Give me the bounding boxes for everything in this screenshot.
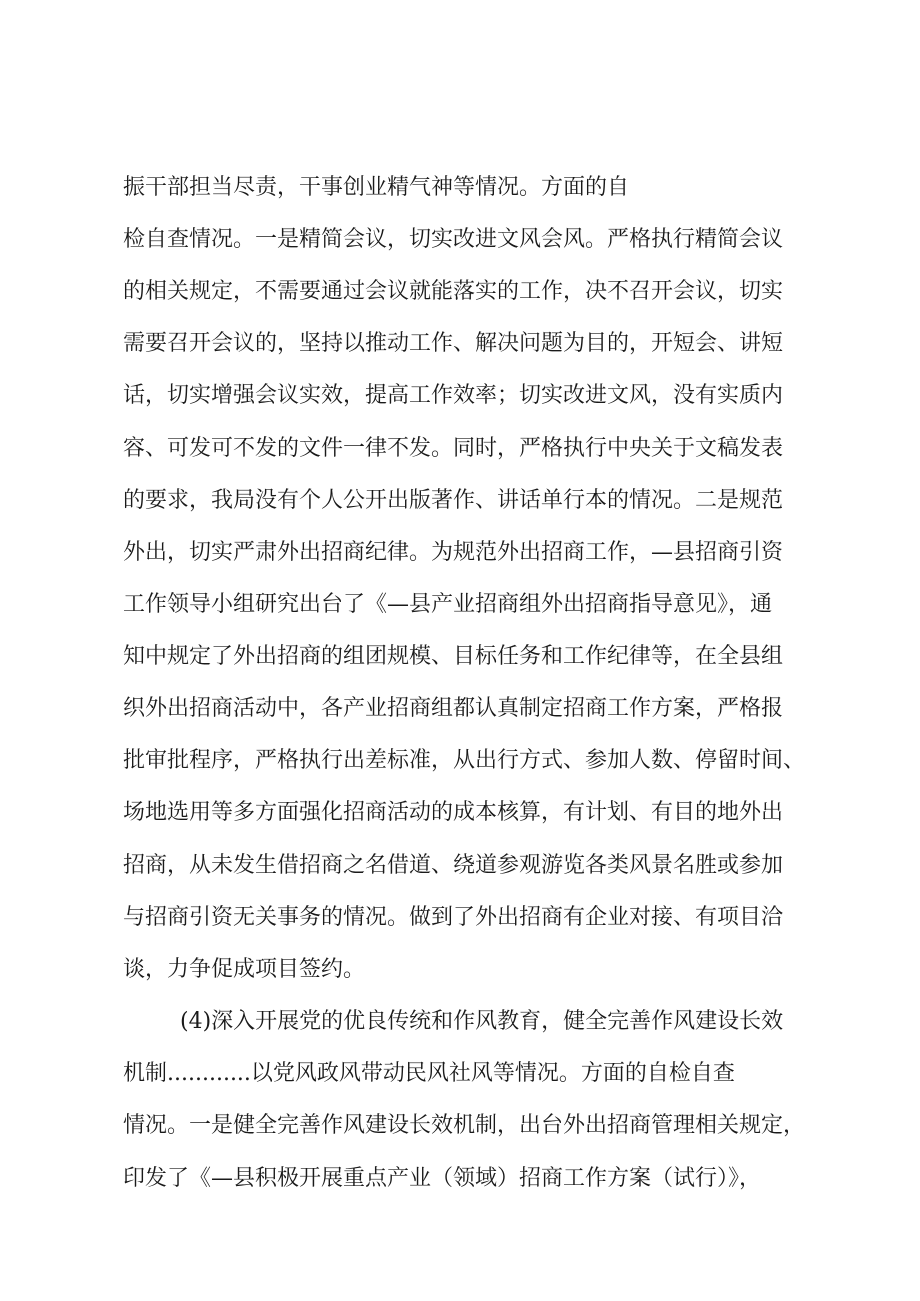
- text-line: 印发了《—县积极开展重点产业（领域）招商工作方案（试行）》，: [123, 1166, 762, 1191]
- text-line: 工作领导小组研究出台了《—县产业招商组外出招商指导意见》，通: [123, 592, 773, 617]
- text-line: 的相关规定，不需要通过会议就能落实的工作，决不召开会议，切实: [123, 279, 784, 304]
- text-line: 与招商引资无关事务的情况。做到了外出招商有企业对接、有项目洽: [123, 905, 784, 930]
- text-line: 振干部担当尽责，干事创业精气神等情况。方面的自: [123, 175, 630, 200]
- text-line: 话，切实增强会议实效，提高工作效率；切实改进文风，没有实质内: [123, 383, 784, 408]
- text-line: 外出，切实严肃外出招商纪律。为规范外出招商工作，—县招商引资: [123, 540, 784, 565]
- text-line: 检自查情况。一是精简会议，切实改进文风会风。严格执行精简会议: [123, 227, 784, 252]
- text-line: 批审批程序，严格执行出差标准，从出行方式、参加人数、停留时间、: [123, 748, 806, 773]
- text-line: 谈，力争促成项目签约。: [123, 957, 366, 982]
- text-line: 容、可发可不发的文件一律不发。同时，严格执行中央关于文稿发表: [123, 436, 784, 461]
- text-line: 需要召开会议的，坚持以推动工作、解决问题为目的，开短会、讲短: [123, 331, 784, 356]
- text-line: 招商，从未发生借招商之名借道、绕道参观游览各类风景名胜或参加: [123, 853, 784, 878]
- text-line: 机制............以党风政风带动民风社风等情况。方面的自检自查: [123, 1061, 735, 1086]
- text-line: 场地选用等多方面强化招商活动的成本核算，有计划、有目的地外出: [123, 800, 784, 825]
- text-line: 的要求，我局没有个人公开出版著作、讲话单行本的情况。二是规范: [123, 488, 784, 513]
- text-line: 知中规定了外出招商的组团规模、目标任务和工作纪律等，在全县组: [123, 644, 784, 669]
- text-line: 情况。一是健全完善作风建设长效机制，出台外出招商管理相关规定，: [123, 1113, 806, 1138]
- paragraph-start-line: (4)深入开展党的优良传统和作风教育，健全完善作风建设长效: [180, 1009, 784, 1034]
- text-line: 织外出招商活动中，各产业招商组都认真制定招商工作方案，严格报: [123, 696, 784, 721]
